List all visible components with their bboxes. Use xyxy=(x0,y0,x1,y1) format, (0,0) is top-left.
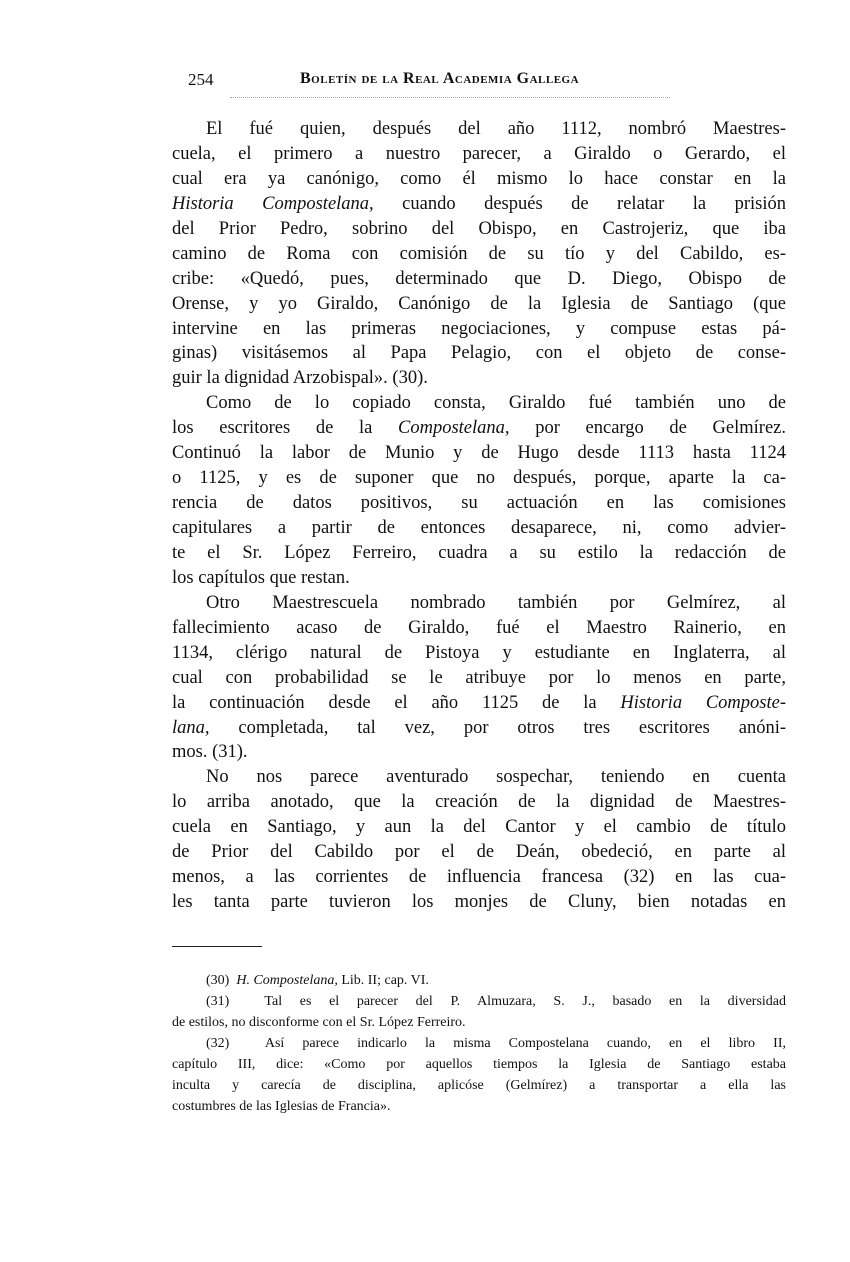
text-segment: Continuó la labor de Munio y de Hugo desde 1113 hasta 1124 xyxy=(172,443,786,464)
footnote-divider xyxy=(172,946,262,947)
text-segment: de Prior del Cabildo por el de Deán, obedeció, en parte al xyxy=(172,842,786,863)
italic-text: lana, xyxy=(172,717,210,738)
text-line xyxy=(172,217,786,242)
text-line xyxy=(172,117,786,142)
text-line xyxy=(172,167,786,192)
text-line xyxy=(172,840,786,865)
text-line xyxy=(172,716,786,741)
text-segment: los escritores de la xyxy=(172,418,398,439)
body-text xyxy=(172,117,786,915)
text-line xyxy=(172,691,786,716)
text-line xyxy=(172,740,786,765)
text-segment: cuando después de relatar la prisión xyxy=(373,193,786,214)
text-line xyxy=(172,391,786,416)
text-line xyxy=(172,765,786,790)
text-line xyxy=(172,865,786,890)
text-segment: costumbres de las Iglesias de Francia». xyxy=(172,1099,391,1114)
footnote-line xyxy=(172,991,786,1012)
text-line xyxy=(172,466,786,491)
running-title: Boletín de la Real Academia Gallega xyxy=(300,70,580,87)
text-segment: cribe: «Quedó, pues, determinado que D. Diego, Obispo de xyxy=(172,268,786,289)
text-line xyxy=(172,317,786,342)
text-segment: intervine en las primeras negociaciones, y compuse estas pá- xyxy=(172,318,786,339)
text-line xyxy=(172,815,786,840)
text-segment: Lib. II; cap. VI. xyxy=(337,973,429,988)
italic-text: H. Compostelana, xyxy=(236,973,338,988)
running-header xyxy=(188,70,788,94)
text-line xyxy=(172,242,786,267)
text-segment: Otro Maestrescuela nombrado también por Gelmírez, al xyxy=(206,592,786,613)
footnote-line xyxy=(172,1096,786,1117)
text-line xyxy=(172,666,786,691)
text-segment: cual con probabilidad se le atribuye por lo menos en parte, xyxy=(172,667,786,688)
text-segment: completada, tal vez, por otros tres escritores anóni- xyxy=(209,717,786,738)
text-segment: El fué quien, después del año 1112, nombró Maestres- xyxy=(206,119,786,139)
text-line xyxy=(172,491,786,516)
text-line xyxy=(172,641,786,666)
footnote-line xyxy=(172,1033,786,1054)
text-segment: Como de lo copiado consta, Giraldo fué también uno de xyxy=(206,393,786,414)
text-line xyxy=(172,366,786,391)
text-line xyxy=(172,341,786,366)
text-line xyxy=(172,192,786,217)
footnotes xyxy=(172,970,786,1117)
text-segment: camino de Roma con comisión de su tío y del Cabildo, es- xyxy=(172,243,786,264)
text-segment: (31) Tal es el parecer del P. Almuzara, S. J., basado en la diversidad xyxy=(206,994,786,1009)
text-line xyxy=(172,292,786,317)
text-segment: los capítulos que restan. xyxy=(172,567,350,588)
text-segment: menos, a las corrientes de influencia francesa (32) en las cua- xyxy=(172,867,786,888)
header-divider xyxy=(230,97,670,98)
text-segment: o 1125, y es de suponer que no después, porque, aparte la ca- xyxy=(172,468,786,489)
text-segment: cuela en Santiago, y aun la del Cantor y el cambio de título xyxy=(172,817,786,838)
text-segment: fallecimiento acaso de Giraldo, fué el Maestro Rainerio, en xyxy=(172,617,786,638)
text-line xyxy=(172,566,786,591)
text-line xyxy=(172,516,786,541)
text-segment: inculta y carecía de disciplina, aplicóse (Gelmírez) a transportar a ella las xyxy=(172,1078,786,1093)
text-line xyxy=(172,267,786,292)
text-segment: ginas) visitásemos al Papa Pelagio, con el objeto de conse- xyxy=(172,343,786,364)
footnote-line xyxy=(172,970,786,991)
text-line xyxy=(172,416,786,441)
text-segment: les tanta parte tuvieron los monjes de Cluny, bien notadas en xyxy=(172,892,786,913)
text-segment: rencia de datos positivos, su actuación en las comisiones xyxy=(172,493,786,514)
italic-text: Historia Compostelana, xyxy=(172,193,374,214)
text-segment: Orense, y yo Giraldo, Canónigo de la Iglesia de Santiago (que xyxy=(172,293,786,314)
text-segment: (32) Así parece indicarlo la misma Compostelana cuando, en el libro II, xyxy=(206,1036,786,1051)
text-segment: capítulo III, dice: «Como por aquellos tiempos la Iglesia de Santiago estaba xyxy=(172,1057,786,1072)
text-segment: No nos parece aventurado sospechar, teniendo en cuenta xyxy=(206,767,786,788)
italic-text: Compostelana, xyxy=(398,418,510,439)
text-segment: lo arriba anotado, que la creación de la dignidad de Maestres- xyxy=(172,792,786,813)
page-number: 254 xyxy=(188,70,214,89)
text-segment: por encargo de Gelmírez. xyxy=(509,418,786,439)
text-line xyxy=(172,890,786,915)
footnote-line xyxy=(172,1054,786,1075)
text-line xyxy=(172,541,786,566)
text-segment: (30) xyxy=(206,973,237,988)
text-segment: mos. (31). xyxy=(172,742,248,763)
text-line xyxy=(172,616,786,641)
text-segment: cuela, el primero a nuestro parecer, a Giraldo o Gerardo, el xyxy=(172,143,786,164)
text-line xyxy=(172,142,786,167)
text-line xyxy=(172,790,786,815)
text-segment: la continuación desde el año 1125 de la xyxy=(172,692,621,713)
footnote-line xyxy=(172,1075,786,1096)
text-segment: de estilos, no disconforme con el Sr. López Ferreiro. xyxy=(172,1015,466,1030)
text-segment: capitulares a partir de entonces desaparece, ni, como advier- xyxy=(172,518,786,538)
footnote-line xyxy=(172,1012,786,1033)
text-segment: guir la dignidad Arzobispal». (30). xyxy=(172,368,428,389)
text-segment: te el Sr. López Ferreiro, cuadra a su estilo la redacción de xyxy=(172,542,786,563)
text-segment: del Prior Pedro, sobrino del Obispo, en Castrojeriz, que iba xyxy=(172,218,786,239)
italic-text: Historia Composte- xyxy=(620,692,787,713)
text-line xyxy=(172,441,786,466)
text-line xyxy=(172,591,786,616)
text-segment: 1134, clérigo natural de Pistoya y estudiante en Inglaterra, al xyxy=(172,642,786,663)
text-segment: cual era ya canónigo, como él mismo lo hace constar en la xyxy=(172,168,786,189)
